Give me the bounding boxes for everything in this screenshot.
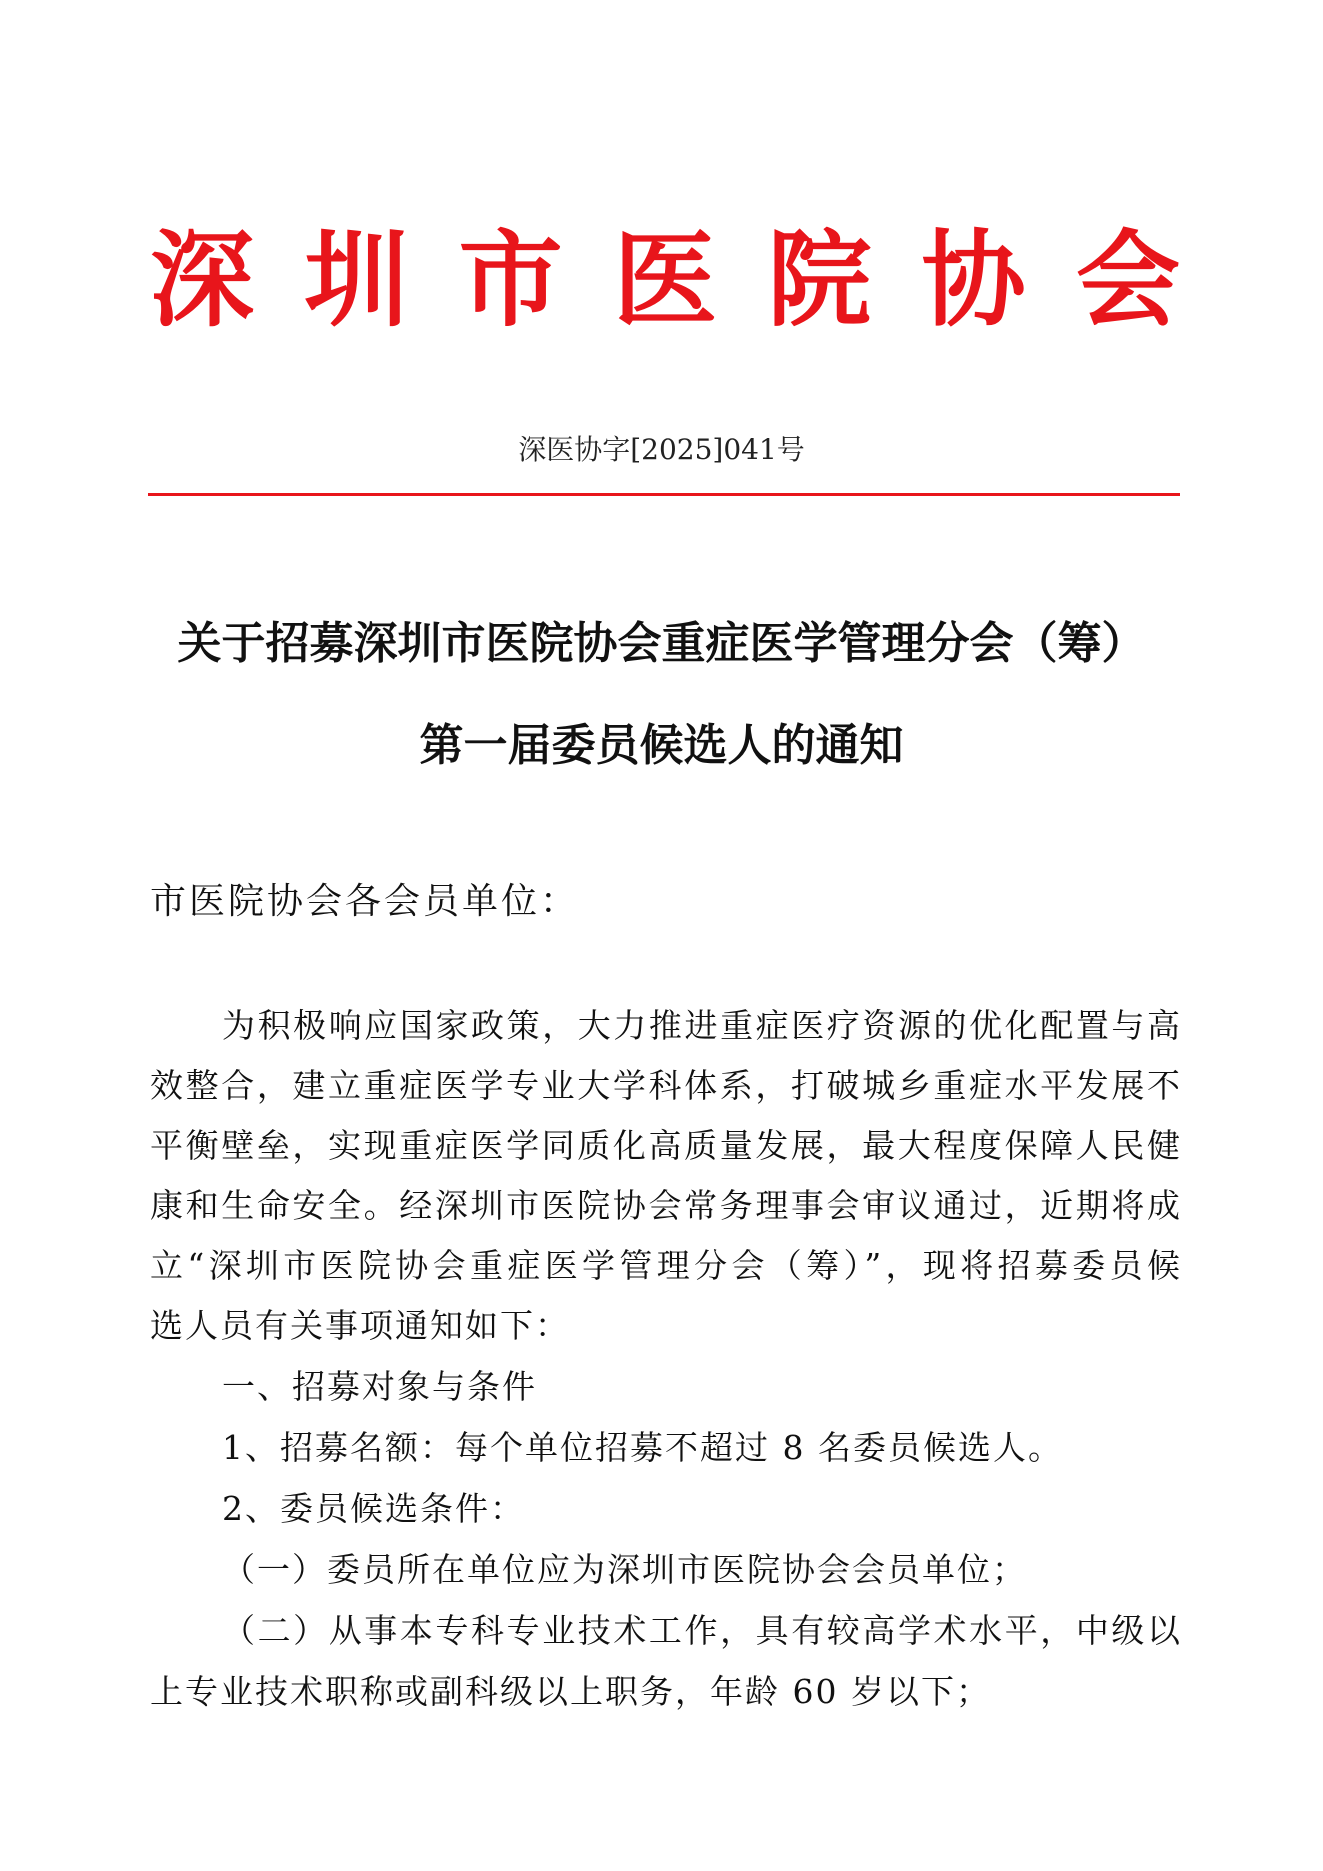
paragraph-line: 立“深圳市医院协会重症医学管理分会（筹）”，现将招募委员候 [150, 1246, 1182, 1285]
paragraph-line: 康和生命安全。经深圳市医院协会常务理事会审议通过，近期将成 [150, 1186, 1182, 1225]
red-divider-line [148, 493, 1180, 496]
org-name-char: 院 [767, 219, 872, 341]
org-name-char: 深 [150, 219, 255, 341]
paragraph-line: 平衡壁垒，实现重症医学同质化高质量发展，最大程度保障人民健 [150, 1126, 1182, 1165]
organization-name-header [150, 210, 1180, 350]
paragraph-line: 效整合，建立重症医学专业大学科体系，打破城乡重症水平发展不 [150, 1066, 1182, 1105]
paragraph-line: 选人员有关事项通知如下： [150, 1306, 570, 1345]
org-name-char: 会 [1075, 219, 1180, 341]
org-name-char: 医 [612, 219, 717, 341]
paragraph-line: 为积极响应国家政策，大力推进重症医疗资源的优化配置与高 [222, 1006, 1182, 1045]
salutation: 市医院协会各会员单位： [150, 881, 580, 922]
condition-item-continuation: 上专业技术职称或副科级以上职务，年龄 60 岁以下； [150, 1672, 991, 1711]
notice-title-line-2: 第一届委员候选人的通知 [419, 720, 904, 771]
condition-item: （二）从事本专科专业技术工作，具有较高学术水平，中级以 [222, 1611, 1182, 1650]
notice-title-line-1: 关于招募深圳市医院协会重症医学管理分会（筹） [177, 618, 1146, 669]
org-name-char: 协 [921, 219, 1026, 341]
intro-paragraph [150, 996, 1182, 1356]
org-name-char: 圳 [304, 219, 409, 341]
org-name-char: 市 [458, 219, 563, 341]
recruitment-conditions-section [150, 1356, 1182, 1722]
document-number: 深医协字[2025]041号 [518, 433, 805, 466]
list-item: 1、招募名额：每个单位招募不超过 8 名委员候选人。 [222, 1428, 1063, 1467]
section-heading: 一、招募对象与条件 [222, 1367, 537, 1406]
list-item: 2、委员候选条件： [222, 1489, 525, 1528]
condition-item: （一）委员所在单位应为深圳市医院协会会员单位； [222, 1550, 1027, 1589]
